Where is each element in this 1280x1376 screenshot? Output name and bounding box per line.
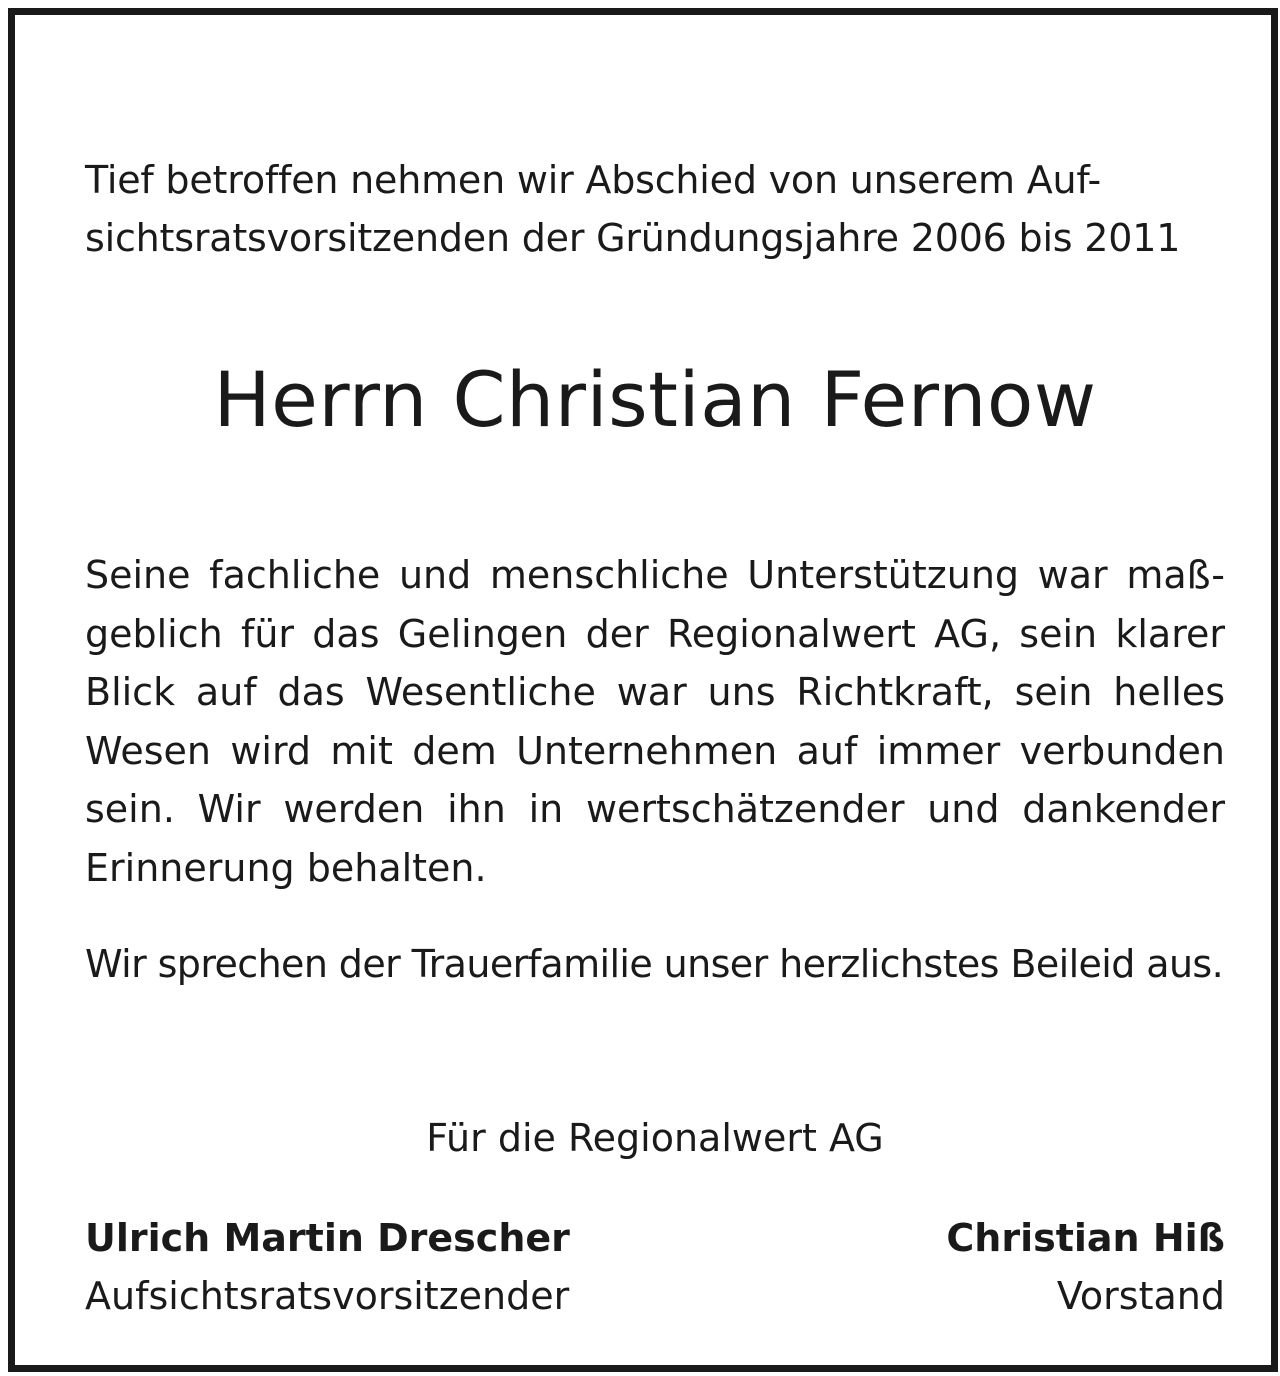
signer-right <box>725 1209 1225 1325</box>
tribute-line: geblich für das Gelingen der Regionalwert AG, sein klarer <box>85 611 1225 656</box>
on-behalf-line: Für die Regionalwert AG <box>426 1116 884 1160</box>
signer-role: Vorstand <box>1056 1274 1225 1318</box>
signer-role: Aufsichtsratsvorsitzender <box>85 1274 570 1318</box>
tribute-line: Blick auf das Wesentliche war uns Richtkraft, sein helles <box>85 670 1225 714</box>
tribute-line: Erinnerung behalten. <box>85 845 487 890</box>
signer-left <box>85 1209 570 1325</box>
intro-paragraph <box>85 151 1225 267</box>
tribute-paragraph <box>85 546 1225 897</box>
notice-border-frame <box>8 8 1278 1372</box>
signer-name: Christian Hiß <box>946 1216 1225 1260</box>
deceased-name: Herrn Christian Fernow <box>213 355 1097 444</box>
tribute-line: Seine fachliche und menschliche Unterstützung war maß- <box>85 553 1225 597</box>
signer-name: Ulrich Martin Drescher <box>85 1216 570 1260</box>
tribute-line: sein. Wir werden ihn in wertschätzender und dankender <box>85 787 1225 831</box>
condolence-text: Wir sprechen der Trauerfamilie unser herzlichstes Beileid aus. <box>85 942 1224 986</box>
intro-line: Tief betroffen nehmen wir Abschied von unserem Auf- <box>85 158 1102 202</box>
intro-line: sichtsratsvorsitzenden der Gründungsjahre 2006 bis 2011 <box>85 216 1181 260</box>
tribute-line: Wesen wird mit dem Unternehmen auf immer verbunden <box>85 728 1225 773</box>
